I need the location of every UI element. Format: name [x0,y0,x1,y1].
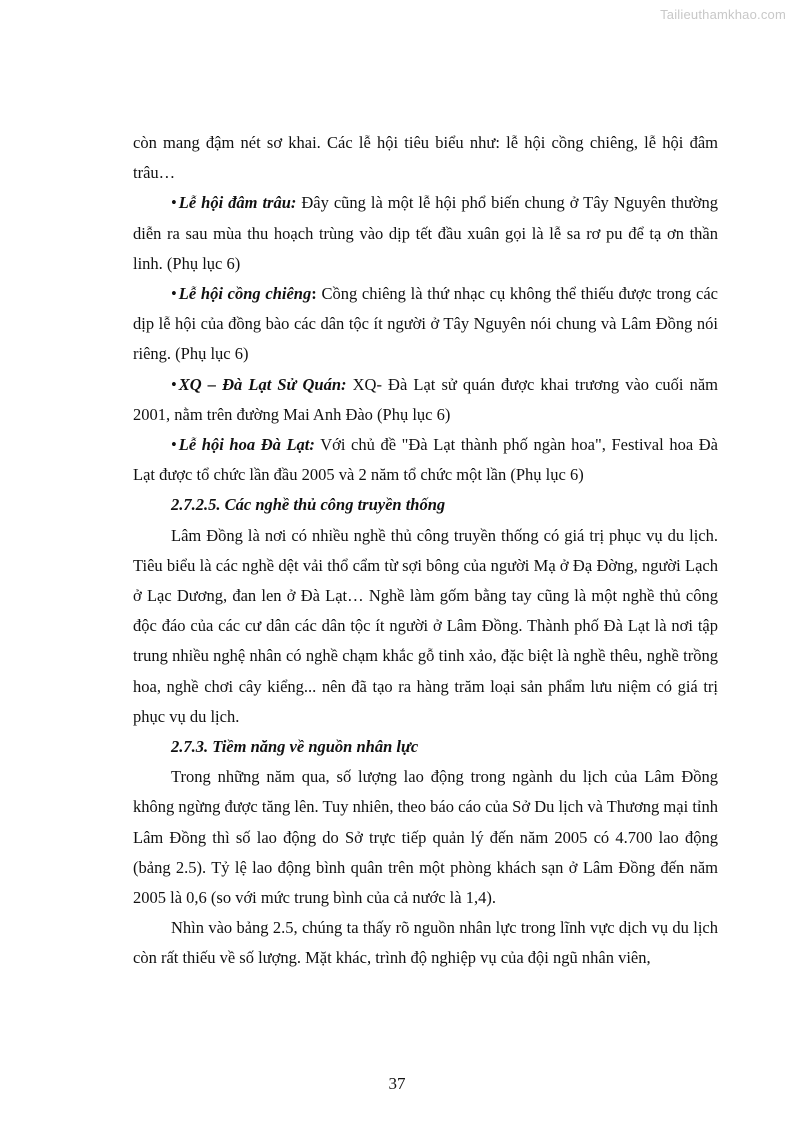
bullet-icon: • [171,374,177,394]
bullet-le-hoi-cong-chieng [133,279,718,370]
section-heading-nghe-thu-cong: 2.7.2.5. Các nghề thủ công truyền thống [171,495,446,515]
bullet-term: Lễ hội đâm trâu: [178,193,297,213]
bullet-icon: • [171,193,177,213]
section-heading-nhan-luc: 2.7.3. Tiềm năng về nguồn nhân lực [171,737,419,757]
paragraph-nhan-luc: Trong những năm qua, số lượng lao động trong ngành du lịch của Lâm Đồng không ngừng được tăng lên. Tuy nhiên, theo báo cáo của Sở Du lịch và Thương mại tỉnh Lâm Đồng thì số lao động do Sở trực tiếp quản lý đến năm 2005 có 4.700 lao động (bảng 2.5). Tỷ lệ lao động bình quân trên một phòng khách sạn ở Lâm Đồng đến năm 2005 là 0,6 (so với mức trung bình của cả nước là 1,4). [133,767,718,908]
bullet-text: Cồng chiêng là thứ nhạc cụ không thể thiếu được trong các dịp lễ hội của đồng bào các dân tộc ít người ở Tây Nguyên nói chung và Lâm Đồng nói riêng. (Phụ lục 6) [133,284,719,364]
bullet-term: XQ – Đà Lạt Sử Quán: [178,374,347,394]
bullet-xq-da-lat [133,370,718,430]
bullet-text: Với chủ đề "Đà Lạt thành phố ngàn hoa", Festival hoa Đà Lạt được tổ chức lần đầu 2005 và 2 năm tổ chức một lần (Phụ lục 6) [133,435,718,485]
bullet-icon: • [171,435,177,455]
page-body [133,128,718,974]
paragraph-bang-2-5: Nhìn vào bảng 2.5, chúng ta thấy rõ nguồn nhân lực trong lĩnh vực dịch vụ du lịch còn rất thiếu về số lượng. Mặt khác, trình độ nghiệp vụ của đội ngũ nhân viên, [133,918,718,968]
bullet-text: Đây cũng là một lễ hội phổ biến chung ở Tây Nguyên thường diễn ra sau mùa thu hoạch trùng vào dịp tết đầu xuân gọi là lễ sa rơ pu để tạ ơn thần linh. (Phụ lục 6) [133,193,718,273]
bullet-le-hoi-hoa [133,430,718,490]
bullet-colon: : [311,284,317,304]
bullet-text: XQ- Đà Lạt sử quán được khai trương vào cuối năm 2001, nằm trên đường Mai Anh Đào (Phụ lục 6) [133,374,719,424]
bullet-term: Lễ hội cồng chiêng [178,284,312,304]
bullet-le-hoi-dam-trau [133,188,718,279]
watermark-text: Tailieuthamkhao.com [660,7,786,22]
page-number: 37 [388,1074,406,1093]
bullet-icon: • [171,284,177,304]
paragraph-intro: còn mang đậm nét sơ khai. Các lễ hội tiêu biểu như: lễ hội cồng chiêng, lễ hội đâm trâu… [133,133,718,183]
bullet-term: Lễ hội hoa Đà Lạt: [178,435,315,455]
paragraph-nghe-thu-cong: Lâm Đồng là nơi có nhiều nghề thủ công truyền thống có giá trị phục vụ du lịch. Tiêu biểu là các nghề dệt vải thổ cẩm từ sợi bông của người Mạ ở Đạ Đờng, người Lạch ở Lạc Dương, đan len ở Đà Lạt… Nghề làm gốm bằng tay cũng là một nghề thủ công độc đáo của các cư dân các dân tộc ít người ở Lâm Đồng. Thành phố Đà Lạt là nơi tập trung nhiều nghệ nhân có nghề chạm khắc gỗ tinh xảo, đặc biệt là nghề thêu, nghề trồng hoa, nghề chơi cây kiểng... nên đã tạo ra hàng trăm loại sản phẩm lưu niệm có giá trị phục vụ du lịch. [133,525,718,726]
